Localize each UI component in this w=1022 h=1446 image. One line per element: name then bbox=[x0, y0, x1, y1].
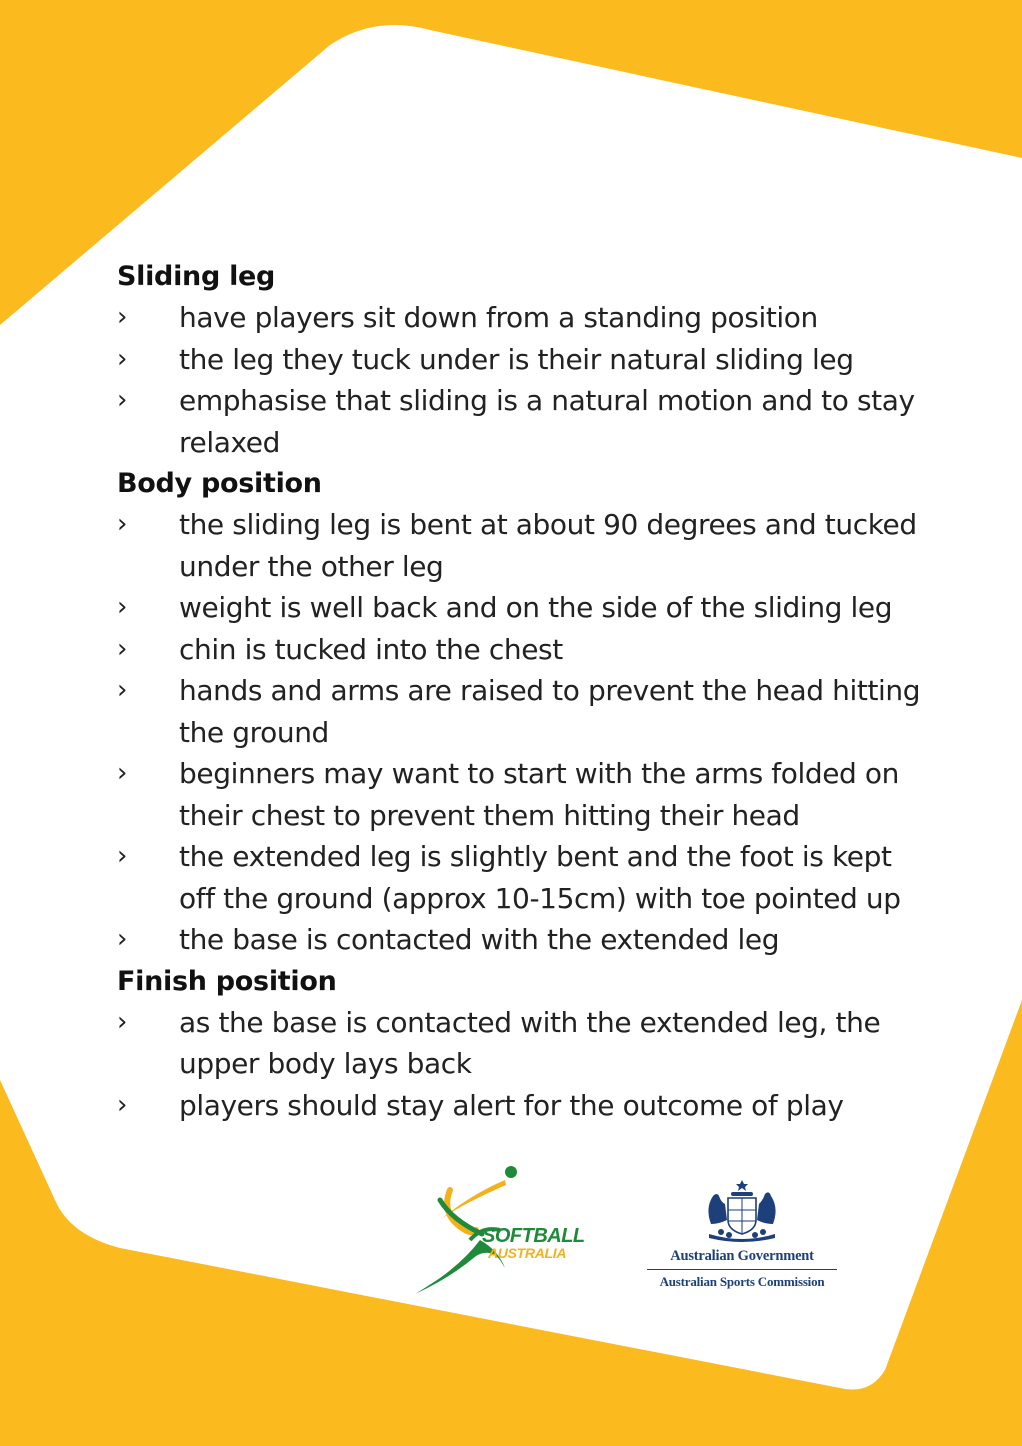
bullet-chevron-icon: › bbox=[117, 385, 127, 415]
list-item-text: the leg they tuck under is their natural sliding leg bbox=[179, 342, 854, 376]
gov-logo-line2: Australian Sports Commission bbox=[659, 1274, 825, 1289]
bullet-chevron-icon: › bbox=[117, 633, 127, 664]
bullet-chevron-icon: › bbox=[117, 343, 127, 374]
bullet-list bbox=[117, 1002, 937, 1127]
list-item-text: off the ground (approx 10-15cm) with toe pointed up bbox=[179, 881, 901, 915]
list-item bbox=[117, 587, 937, 629]
list-item-text: beginners may want to start with the arms folded on bbox=[179, 757, 900, 790]
bullet-chevron-icon: › bbox=[117, 675, 127, 705]
list-item-text: players should stay alert for the outcome of play bbox=[179, 1088, 844, 1122]
list-item-text: relaxed bbox=[179, 425, 280, 459]
bullet-chevron-icon: › bbox=[117, 841, 127, 871]
bullet-chevron-icon: › bbox=[117, 509, 127, 539]
svg-text:AUSTRALIA: AUSTRALIA bbox=[488, 1245, 567, 1261]
list-item-text: weight is well back and on the side of the sliding leg bbox=[179, 591, 893, 624]
softball-australia-logo bbox=[410, 1160, 600, 1300]
section-heading: Sliding leg bbox=[117, 261, 276, 292]
coat-of-arms-icon bbox=[699, 1178, 785, 1246]
bullet-chevron-icon: › bbox=[117, 1089, 127, 1120]
list-item-text: have players sit down from a standing position bbox=[179, 301, 818, 334]
gov-logo-line1: Australian Government bbox=[670, 1248, 814, 1264]
section-heading: Body position bbox=[117, 468, 322, 499]
section-heading: Finish position bbox=[117, 965, 337, 997]
list-item-text: as the base is contacted with the extended leg, the bbox=[179, 1005, 881, 1039]
list-item bbox=[117, 297, 937, 339]
list-item bbox=[117, 339, 937, 381]
bullet-list bbox=[117, 297, 937, 463]
list-item-text: the base is contacted with the extended leg bbox=[179, 923, 780, 956]
svg-text:SOFTBALL: SOFTBALL bbox=[482, 1225, 585, 1247]
list-item-text: the ground bbox=[179, 715, 329, 749]
document-body bbox=[117, 256, 937, 1126]
list-item bbox=[117, 629, 937, 671]
list-item bbox=[117, 380, 937, 463]
bullet-chevron-icon: › bbox=[117, 302, 127, 332]
list-item bbox=[117, 670, 937, 753]
list-item-text: chin is tucked into the chest bbox=[179, 632, 563, 666]
bullet-chevron-icon: › bbox=[117, 1006, 127, 1037]
list-item-text: the extended leg is slightly bent and the foot is kept bbox=[179, 840, 892, 873]
list-item-text: under the other leg bbox=[179, 549, 444, 583]
bullet-chevron-icon: › bbox=[117, 924, 127, 954]
list-item-text: the sliding leg is bent at about 90 degrees and tucked bbox=[179, 508, 917, 541]
list-item bbox=[117, 919, 937, 961]
bullet-list bbox=[117, 504, 937, 961]
list-item-text: their chest to prevent them hitting their head bbox=[179, 798, 800, 832]
list-item bbox=[117, 1002, 937, 1085]
list-item bbox=[117, 836, 937, 919]
list-item bbox=[117, 1085, 937, 1127]
footer-logos bbox=[410, 1160, 850, 1300]
list-item-text: hands and arms are raised to prevent the head hitting bbox=[179, 674, 921, 707]
bullet-chevron-icon: › bbox=[117, 592, 127, 622]
gov-logo-divider bbox=[647, 1269, 837, 1270]
list-item-text: emphasise that sliding is a natural motion and to stay bbox=[179, 384, 915, 417]
list-item-text: upper body lays back bbox=[179, 1047, 472, 1080]
bullet-chevron-icon: › bbox=[117, 758, 127, 788]
list-item bbox=[117, 504, 937, 587]
australian-government-logo bbox=[642, 1178, 842, 1288]
list-item bbox=[117, 753, 937, 836]
